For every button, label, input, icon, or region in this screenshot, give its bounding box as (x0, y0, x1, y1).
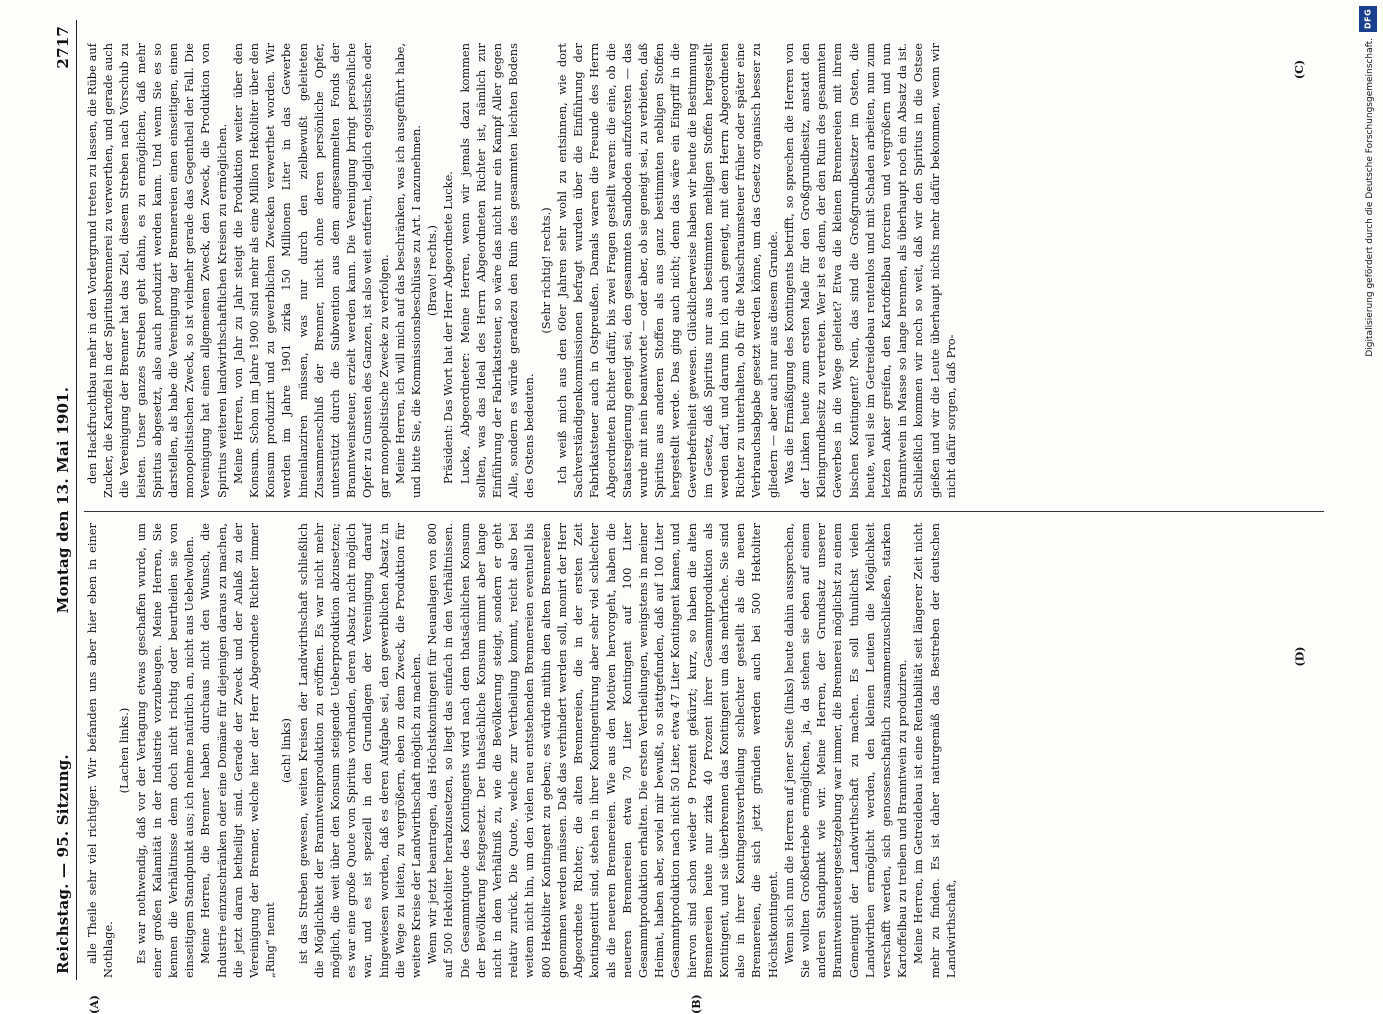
header-session: Reichstag. — 95. Sitzung. (54, 754, 72, 974)
margin-marker-a: (A) (88, 995, 101, 1014)
margin-marker-c: (C) (1293, 59, 1307, 80)
header-date: Montag den 13. Mai 1901. (54, 386, 72, 614)
page-number: 2717 (54, 26, 72, 69)
right-column-paragraph: (Sehr richtig! rechts.) (538, 207, 553, 334)
left-column-paragraph: Wenn wir jetzt beantragen, das Höchstkontingent für Neuanlagen von 800 auf 500 Hektoliter herabzusetzen, so liegt das einfach in den Verhältnissen. Die Gesammtquote des Kontingents wird nach dem thatsächlichen Konsum der Bevölkerung festgesetzt. Der thatsächliche Konsum nimmt aber lange nicht in dem Verhältniß zu, wie die Bevölkerung steigt, sondern er geht relativ zurück. Die Quote, welche zur Vertheilung kommt, reicht also bei weitem nicht hin, um den vielen neu entstehenden Brennereien eventuell bis 800 Hektoliter Kontingent zu geben; es würde mithin den alten Brennereien genommen werden müssen. Daß das verhindert werden soll, monirt der Herr Abgeordnete Richter; die alten Brennereien, die in der ersten Zeit kontingentirt sind, stehen in ihrer Kontingentirung aber sehr viel schlechter als die neueren Brennereien. Wie aus den Motiven hervorgeht, haben die neueren Brennereien etwa 70 Liter Kontingent auf 100 Liter Gesammtproduktion erhalten. Die ersten Vertheilungen, wenigstens in meiner Heimat, haben aber, soviel mir bewußt, so stattgefunden, daß auf 100 Liter Gesammtproduktion nach nicht 50 Liter, etwa 47 Liter Kontingent kamen, und hiervon sind schon wieder 9 Prozent gekürzt; kurz, so haben die alten Brennereien heute nur zirka 40 Prozent ihrer Gesammtproduktion als Kontingent, und sie überbrennen das Kontingent um das mehrfache. Sie sind also in ihrer Kontingentsvertheilung schlechter gestellt als die neuen Brennereien, die sich jetzt gründen werden auch bei 500 Hektoliter Höchstkontingent. (425, 523, 780, 978)
digitization-note: Digitalisierung gefördert durch die Deutsche Forschungsgemeinschaft. (1365, 38, 1375, 357)
right-column-paragraph: Was die Ermäßigung des Kontingents betrifft, so sprechen die Herren von der Linken heute zum ersten Male für den Großgrundbesitz, anstatt den Kleingrundbesitz zu vertreten. Wer ist es denn, der den Ruin des gesammten Gewerbes in die Wege geleitet? Etwa die kleinen Brennereien mit ihrem bischen Kontingent? Nein, das sind die Großgrundbesitzer im Osten, die heute, weil sie im Getreidebau rentenlos und mit Schaden arbeiten, nun zum letzten Anker greifen, den Kartoffelbau forciren und vergrößern und nun Branntwein in Masse so lange brennen, als überhaupt noch ein Absatz da ist. Schließlich kommen wir noch so weit, daß wir den Spiritus in die Ostsee gießen und wir die Leute überhaupt nichts mehr dafür bekommen, wenn wir nicht dafür sorgen, daß Pro- (781, 43, 958, 498)
margin-marker-b: (B) (690, 994, 703, 1014)
left-column-paragraph: Meine Herren, im Getreidebau ist eine Rentabilität seit längerer Zeit nicht mehr zu finden. Es ist daher naturgemäß das Bestreben der deutschen Landwirthschaft, (911, 523, 958, 978)
dfg-logo: DFG (1359, 6, 1377, 32)
side-credit (1355, 2, 1381, 998)
left-column-paragraph: alle Theile sehr viel richtiger. Wir befanden uns aber hier eben in einer Nothlage. (85, 523, 116, 978)
right-column-paragraph: Präsident: Das Wort hat der Herr Abgeordnete Lucke. (441, 171, 456, 484)
left-column-paragraph: Meine Herren, die Brenner haben durchaus nicht den Wunsch, die Industrie einzuschränken oder eine Domäne für diejenigen daraus zu machen, die jetzt daran betheiligt sind. Gerade der Zweck und der Anlaß zu der Vereinigung der Brenner, welche hier der Herr Abgeordnete Richter immer „Ring“ nennt (198, 523, 278, 978)
left-column-paragraph: (ach! links) (279, 718, 294, 783)
left-column-paragraph: Es war nothwendig, daß vor der Vertagung etwas geschaffen wurde, um einer großen Kalamität in der Industrie vorzubeugen. Meine Herren, Sie kennen die Verhältnisse denn doch nicht richtig oder beurtheilen sie von einseitigem Standpunkt aus; ich nehme natürlich an, nicht aus Uebelwollen. (133, 523, 197, 978)
page-header (50, 20, 77, 980)
right-column-paragraph: Meine Herren, von Jahr zu Jahr steigt die Produktion weiter über den Konsum. Schon im Jahre 1900 sind mehr als eine Million Hektoliter über den Konsum produzirt und zu gewerblichen Zwecken verwerthet worden. Wir werden im Jahre 1901 zirka 150 Millionen Liter in das Gewerbe hineinlanziren müssen, was nur durch den zielbewußt geleiteten Zusammenschluß der Brenner, nicht ohne deren persönliche Opfer, unterstützt durch die Subvention aus dem angesammelten Fonds der Branntweinsteuer, erzielt werden kann. Die Vereinigung bringt persönliche Opfer zu Gunsten des Ganzen, ist also weit entfernt, lediglich egoistische oder gar monopolistische Zwecke zu verfolgen. (230, 43, 391, 498)
right-column-paragraph: den Hackfruchtbau mehr in den Vordergrund treten zu lassen, die Rübe auf Zucker, die Kartoffel in der Spiritusbrennerei zu verwerthen, und gerade auch die Vereinigung der Brenner hat das Ziel, diesem Streben nach Vorschub zu leisten. Unser ganzes Streben geht dahin, es zu ermöglichen, daß mehr Spiritus abgesetzt, also auch produzirt werden kann. Und wenn Sie es so darstellen, als habe die Vereinigung der Brennereien einen einseitigen, einen monopolistischen Zweck, so ist vielmehr gerade das Gegentheil der Fall. Die Vereinigung hat einen allgemeinen Zweck, den Zweck, die Produktion von Spiritus weiteren landwirthschaftlichen Kreisen zu ermöglichen. (85, 43, 229, 498)
right-column-paragraph: Lucke, Abgeordneter: Meine Herren, wenn wir jemals dazu kommen sollten, was das Ideal des Herrn Abgeordneten Richter ist, nämlich zur Einführung der Fabrikatsteuer, so wäre das nicht nur ein Kampf Aller gegen Alle, sondern es würde geradezu den Ruin des gesammten leichten Bodens des Ostens bedeuten. (457, 43, 537, 498)
right-column-paragraph: Ich weiß mich aus den 60er Jahren sehr wohl zu entsinnen, wie dort Sachverständigenkommissionen befragt wurden über die Einführung der Fabrikatsteuer auch in Ostpreußen. Damals waren die Freunde des Herrn Abgeordneten Richter dafür, bis zwei Fragen gestellt waren: die eine, ob die Staatsregierung geneigt sei, den gesammten Sandboden aufzuforsten — das wurde mit nein beantwortet — oder aber, ob sie geneigt sei, zu verbieten, daß Spiritus aus anderen Stoffen als aus ganz bestimmten nebligen Stoffen hergestellt werde. Das ging auch nicht; denn das wäre ein Eingriff in die Gewerbefreiheit gewesen. Glücklicherweise haben wir heute die Bestimmung im Gesetz, daß Spiritus nur aus bestimmten mehligen Stoffen hergestellt werden darf, und darum bin ich auch geneigt, mit dem Herrn Abgeordneten Richter zu unterhalten, ob für die Maischraumsteuer früher oder später eine Verbrauchsabgabe gesetzt werden könne, um das Gesetz organisch besser zu gliedern — aber auch nur aus diesem Grunde. (554, 43, 780, 498)
left-column-paragraph: (Lachen links.) (117, 707, 132, 794)
left-column-paragraph: ist das Streben gewesen, weiten Kreisen der Landwirthschaft schließlich die Möglichkeit der Branntweinproduktion zu eröffnen. Es war nicht mehr möglich, die weit über den Konsum steigende Ueberproduktion abzusetzen; es war eine große Quote von Spiritus vorhanden, deren Absatz nicht möglich war, und es ist speziell in den Grundlagen der Vereinigung darauf hingewiesen worden, daß es deren Aufgabe sei, den gewerblichen Absatz in die Wege zu leiten, zu vergrößern, eben zu dem Zweck, die Produktion für weitere Kreise der Landwirthschaft möglich zu machen. (295, 523, 424, 978)
left-column (84, 523, 1324, 978)
right-column-paragraph: (Bravo! rechts.) (425, 225, 440, 316)
margin-marker-d: (D) (1293, 646, 1307, 667)
rotated-page-content (50, 20, 1340, 1014)
column-divider (84, 511, 1324, 512)
right-column-paragraph: Meine Herren, ich will mich auf das beschränken, was ich ausgeführt habe, und bitte Sie, die Kommissionsbeschlüsse zu Art. I anzunehmen. (392, 43, 424, 498)
left-column-paragraph: Wenn sich nun die Herren auf jener Seite (links) heute dahin aussprechen, Sie wollten Großbetriebe ermöglichen, ja, da stehen sie eben auf einem anderen Standpunkt wie wir. Meine Herren, der Grundsatz unserer Branntweinsteuergesetzgebung war immer, die Brennerei möglichst zu einem Gemeingut der Landwirthschaft zu machen. Es soll thunlichst vielen Landwirthen ermöglicht werden, den kleinen Leuten die Möglichkeit verschafft werden, sich genossenschaftlich zusammenzuschließen, starken Kartoffelbau zu treiben und Branntwein zu produziren. (781, 523, 910, 978)
right-column (84, 43, 1324, 498)
